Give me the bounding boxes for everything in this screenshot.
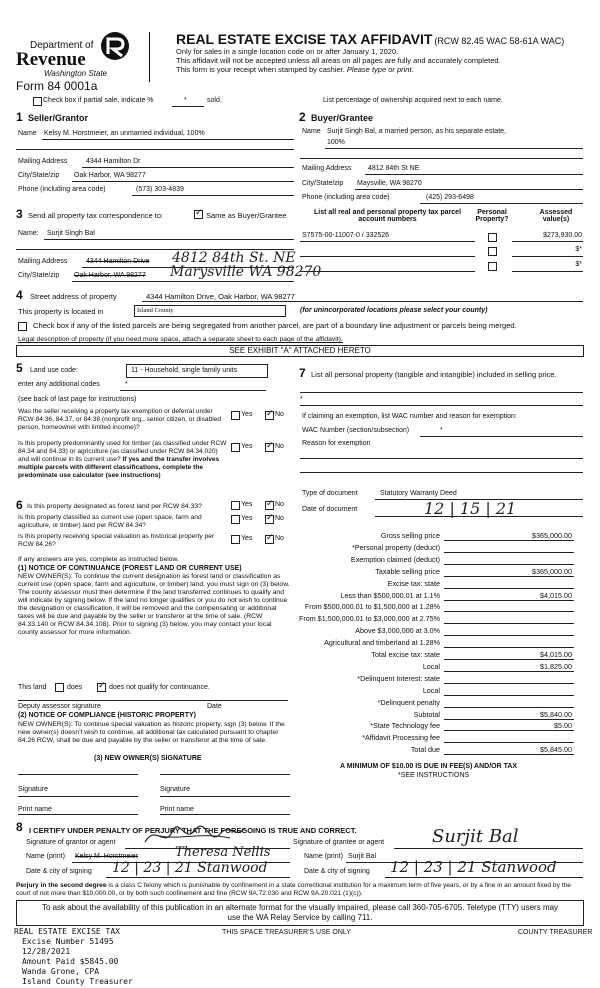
owner-signature-label-1: Signature [18, 786, 48, 793]
tax-row-line [444, 742, 574, 743]
land-use-question-2-text: Is this property predominantly used for timber (as classified under RCW 84.34 and 84.33) or agriculture (as classified under RCW 84.34.020) and will continue in its current use? [18, 440, 227, 463]
header-sub3-row [176, 65, 414, 74]
correspondence-heading: Send all property tax correspondence to: [28, 211, 164, 220]
parcel-2-personal-checkbox[interactable] [488, 247, 497, 256]
land-use-value: 11 - Household, single family units [131, 367, 238, 374]
section-6-number: 6 [16, 498, 23, 512]
tax-row-label: Total excise tax: state [371, 650, 440, 659]
forest-q2-yes-label: Yes [241, 515, 253, 522]
deputy-date-label: Date [207, 703, 222, 710]
parcel-header-numbers: List all real and personal property tax parcel account numbers [313, 209, 462, 223]
tax-row-line [444, 623, 574, 624]
land-use-question-1: Was the seller receiving a property tax exemption or deferral under RCW 84.36, 84.37, or 84.38 (nonprofit org., senior citizen, or disabled person, homeowner with limited income)? [18, 408, 222, 431]
ownership-note: List percentage of ownership acquired next to each name. [323, 97, 503, 104]
forest-q3-no-label: No [275, 535, 284, 542]
parcel-number-3-line[interactable] [300, 271, 475, 272]
header-sub2: This affidavit will not be accepted unless all areas on all pages are fully and accurately completed. [176, 56, 501, 65]
section-7-number: 7 [299, 366, 306, 380]
grantee-name[interactable]: Surjit Bal [348, 853, 377, 860]
legal-label: Legal description of property (if you need more space, attach a separate sheet to each page of the affidavit). [18, 336, 343, 343]
alt-format-box [16, 900, 584, 926]
county-select[interactable] [134, 305, 286, 317]
correspondence-mailing-handwritten[interactable]: 4812 84th St. NE [172, 250, 296, 266]
header-divider [149, 32, 150, 82]
dept-line2: Revenue [16, 49, 86, 70]
segregated-checkbox[interactable] [18, 322, 27, 331]
tax-row-label: *Affidavit Processing fee [362, 733, 440, 743]
tax-row-value[interactable]: $365,000.00 [532, 566, 572, 576]
notice-2-title: (2) NOTICE OF COMPLIANCE (HISTORIC PROPERTY) [18, 712, 196, 719]
tax-row-label: Excise tax: state [387, 578, 440, 588]
form-title-row [176, 31, 564, 47]
seller-name[interactable]: Kelsy M. Horstmeier, an unmarried individual, 100% [44, 130, 205, 137]
seller-phone[interactable]: (573) 303-4839 [136, 186, 184, 193]
forest-q3-no-checkbox[interactable] [265, 535, 274, 544]
q1-no-label: No [275, 411, 284, 418]
tax-row-line [444, 671, 574, 672]
tax-row-line [444, 635, 574, 636]
form-number: Form 84 0001a [16, 79, 98, 93]
forest-question-2: Is this property classified as current use (open space, farm and agriculture, or timber) land per RCW 84.34? [18, 514, 202, 529]
notice-2-body: NEW OWNER(S): To continue special valuation as historic property, sign (3) below. If the new owner(s) doesn't wish to continue, all additional tax calculated pursuant to chapter 84.26 RCW, shall be due and payable by the seller or transferor at the time of sale. [18, 721, 285, 744]
section-5-number: 5 [16, 361, 23, 375]
tax-row-label: Local [422, 685, 440, 695]
see-instructions: *SEE INSTRUCTIONS [398, 772, 470, 779]
tax-row-line [444, 659, 574, 660]
parcel-1-personal-checkbox[interactable] [488, 233, 497, 242]
reason-label: Reason for exemption [302, 440, 371, 447]
seller-name-label: Name [18, 130, 37, 137]
stamp-line: 12/28/2021 [22, 947, 71, 956]
tax-row-line [444, 647, 574, 648]
tax-row-value[interactable]: $5,845.00 [540, 745, 572, 755]
owner-print-name-label-2: Print name [160, 806, 194, 813]
legal-description: SEE EXHIBIT "A" ATTACHED HERETO [229, 346, 371, 355]
parcel-value-3[interactable]: $* [575, 261, 582, 268]
tax-row-line [444, 707, 574, 708]
document-type-label: Type of document [302, 490, 358, 497]
buyer-name-line2[interactable]: 100% [327, 139, 345, 146]
notice-1-body: NEW OWNER(S): To continue the current designation as forest land or classification as current use (open space, farm and agriculture, or timber) land, you must sign on (3) below. The county assessor must then determine if the land transferred continues to qualify and will indicate by signing below. If the land no longer qualifies or you do not wish to continue the designation or classification, it will be removed and the compensating or additional taxes will be due and payable by the seller or transferor at the time of sale. (RCW 84.33.140 or RCW 84.34.108). Prior to signing (3) below, you may contact your local county assessor for more information. [18, 573, 290, 636]
grantor-signature-label: Signature of grantor or agent [26, 839, 116, 846]
q2-no-checkbox[interactable] [265, 443, 274, 452]
perjury-bold: Perjury in the second degree [16, 882, 107, 889]
land-use-question-2 [18, 440, 230, 480]
dor-logo-icon [100, 30, 130, 62]
tax-row-label: *State Technology fee [370, 721, 440, 731]
same-as-buyer-checkbox[interactable] [194, 210, 203, 219]
q1-no-checkbox[interactable] [265, 411, 274, 420]
correspondence-mailing-label: Mailing Address [18, 258, 68, 265]
tax-row-value[interactable]: $1,825.00 [540, 661, 572, 671]
partial-sale-value[interactable]: * [184, 97, 187, 104]
dept-line1: Department of [30, 40, 94, 51]
parcel-header-assessed: Assessed value(s) [539, 209, 573, 223]
alt-format-text: To ask about the availability of this publication in an alternate format for the visually impaired, please call 360-705-6705. Teletype (TTY) users may use the WA Relay Service by calling 711. [41, 903, 559, 922]
tax-row-value[interactable]: $365,000.00 [532, 531, 572, 540]
tax-row-line [444, 552, 574, 553]
forest-question-1: Is this property designated as forest land per RCW 84.33? [27, 503, 202, 510]
header-sub3: This form is your receipt when stamped by cashier. [176, 65, 345, 74]
perjury-text: is a class C felony which is punishable by confinement in a state correctional institution for a maximum term of five years, or by a fine in an amount fixed by the court of not more than $10,000.00, or by both such confinement and fine (RCW 9A.72.030 and RCW 9A.20.021 (1)(c)). [16, 882, 571, 897]
see-back-label: (see back of last page for instructions) [18, 396, 137, 403]
tax-row-value[interactable]: $4,015.00 [540, 590, 572, 600]
form-title: REAL ESTATE EXCISE TAX AFFIDAVIT [176, 31, 433, 47]
tax-row-label: *Delinquent Interest: state [357, 673, 440, 683]
grantor-name-struck: Kelsy M. Horstmeier [75, 853, 139, 860]
tax-row-line [444, 564, 574, 565]
tax-row-line [444, 719, 574, 720]
seller-mailing-label: Mailing Address [18, 158, 68, 165]
exemption-label: If claiming an exemption, list WAC number and reason for exemption: [302, 413, 517, 420]
certify-text: I CERTIFY UNDER PENALTY OF PERJURY THAT THE FOREGOING IS TRUE AND CORRECT. [29, 826, 357, 835]
section-2-number: 2 [299, 110, 306, 124]
seller-heading: Seller/Grantor [28, 113, 89, 123]
buyer-mailing-label: Mailing Address [302, 165, 352, 172]
parcel-value-2[interactable]: $* [575, 246, 582, 253]
forest-q2-no-checkbox[interactable] [265, 515, 274, 524]
forest-q3-yes-checkbox[interactable] [231, 535, 240, 544]
minimum-notice: A MINIMUM OF $10.00 IS DUE IN FEE(S) AND/OR TAX [340, 763, 518, 770]
stamp-line: REAL ESTATE EXCISE TAX [14, 927, 120, 936]
buyer-phone[interactable]: (425) 293-6498 [426, 194, 474, 201]
q2-yes-label: Yes [241, 443, 253, 450]
correspondence-mailing-struck: 4344 Hamilton Drive [86, 258, 150, 265]
tax-row-value[interactable]: $4,015.00 [540, 650, 572, 659]
section-4-number: 4 [16, 288, 23, 302]
grantee-name-label: Name (print) [304, 853, 343, 860]
seller-phone-label: Phone (including area code) [18, 186, 106, 193]
correspondence-name-label: Name: [18, 230, 39, 237]
parcel-number-1[interactable]: S7575-00-11007-0 / 332526 [302, 232, 390, 239]
parcel-header-personal: Personal Property? [475, 209, 509, 223]
tax-row-label: Taxable selling price [375, 566, 440, 576]
tax-row-line [444, 611, 574, 612]
forest-q1-yes-label: Yes [241, 501, 253, 508]
street-label: Street address of property [30, 292, 117, 301]
forest-q1-no-checkbox[interactable] [265, 501, 274, 510]
forest-q2-no-label: No [275, 515, 284, 522]
grantor-date-city-handwritten[interactable]: 12 | 23 | 21 Stanwood [112, 860, 268, 876]
tax-row-label: From $1,500,000.01 to $3,000,000 at 2.75% [298, 614, 440, 624]
stamp-line: Excise Number 51495 [22, 937, 114, 946]
buyer-heading: Buyer/Grantee [311, 113, 374, 123]
section-3-number: 3 [16, 207, 23, 221]
segregated-label: Check box if any of the listed parcels are being segregated from another parcel, are part of a boundary line adjustment or parcels being merged. [33, 321, 517, 330]
tax-row-label: From $500,000.01 to $1,500,000 at 1.28% [304, 602, 440, 612]
parcel-3-personal-checkbox[interactable] [488, 262, 497, 271]
seller-city[interactable]: Oak Harbor, WA 98277 [74, 172, 146, 179]
buyer-name[interactable]: Surjit Singh Bal, a married person, as his separate estate, [327, 128, 506, 135]
forest-q2-yes-checkbox[interactable] [231, 515, 240, 524]
land-use-label: Land use code: [30, 367, 78, 374]
seller-mailing[interactable]: 4344 Hamilton Dr [86, 158, 141, 165]
forest-q1-yes-checkbox[interactable] [231, 501, 240, 510]
tax-row-line [444, 683, 574, 684]
wac-label: WAC Number (section/subsection) [302, 427, 410, 434]
section-1-number: 1 [16, 110, 23, 124]
land-use-question-2-bold: If yes and the transfer involves multiple parcels with different classifications, complete the predominate use calculator (see instructions) [18, 456, 220, 479]
stamp-line: Amount Paid $5845.00 [22, 957, 119, 966]
grantor-name-label: Name (print) [26, 853, 65, 860]
land-does-not-checkbox[interactable] [97, 683, 106, 692]
correspondence-name[interactable]: Surjit Singh Bal [47, 230, 95, 237]
tax-row-label: Above $3,000,000 at 3.0% [355, 626, 440, 636]
owner-signature-label-2: Signature [160, 786, 190, 793]
correspondence-city-struck: Oak Harbor, WA 98277 [74, 272, 146, 279]
correspondence-city-label: City/State/zip [18, 272, 60, 279]
document-date-handwritten[interactable]: 12 | 15 | 21 [424, 499, 517, 518]
grantor-date-city-label: Date & city of signing [26, 868, 92, 875]
tax-row-label: Agricultural and timberland at 1.28% [324, 638, 440, 648]
wac-value[interactable]: * [440, 427, 443, 434]
land-does-not-label: does not qualify for continuance. [109, 684, 210, 691]
grantee-date-city-label: Date & city of signing [304, 868, 370, 875]
buyer-city[interactable]: Maysville, WA 98270 [357, 180, 422, 187]
tax-row-line [444, 588, 574, 589]
forest-q1-no-label: No [275, 501, 284, 508]
grantee-signature-label: Signature of grantee or agent [293, 839, 385, 846]
section-8-number: 8 [16, 820, 23, 834]
deputy-signature-label: Deputy assessor signature [18, 703, 101, 710]
land-does-checkbox[interactable] [55, 683, 64, 692]
legal-description-box[interactable] [16, 345, 584, 357]
partial-sale-label: Check box if partial sale, indicate % [43, 97, 154, 104]
personal-property-text: List all personal property (tangible and intangible) included in selling price. [311, 370, 557, 379]
stamp-line: Island County Treasurer [22, 977, 133, 986]
stamp-line: Wanda Grone, CPA [22, 967, 100, 976]
tax-row-line [444, 754, 574, 755]
buyer-city-label: City/State/zip [302, 180, 344, 187]
forest-q3-yes-label: Yes [241, 535, 253, 542]
owner-print-name-label-1: Print name [18, 806, 52, 813]
forest-question-3: Is this property receiving special valuation as historical property per RCW 84.26? [18, 533, 215, 548]
q1-yes-label: Yes [241, 411, 253, 418]
tax-row-line [444, 695, 574, 696]
tax-row-label: *Delinquent penalty [377, 697, 440, 707]
perjury-notice [16, 882, 584, 898]
parcel-number-2-line[interactable] [300, 256, 475, 257]
forest-if-yes: If any answers are yes, complete as instructed below. [18, 556, 179, 563]
partial-sale-checkbox[interactable] [33, 97, 42, 106]
tax-row-line [444, 576, 574, 577]
grantor-name-handwritten[interactable]: Theresa Nellis [175, 845, 271, 860]
tax-row-value[interactable]: $5,840.00 [540, 709, 572, 719]
additional-codes-label: enter any additional codes [18, 381, 100, 388]
buyer-name-label: Name [302, 128, 321, 135]
additional-codes-value[interactable]: * [125, 381, 128, 388]
document-date-label: Date of document [302, 506, 358, 513]
treasurer-use-label: THIS SPACE TREASURER'S USE ONLY [222, 929, 351, 936]
notice-1-title: (1) NOTICE OF CONTINUANCE (FOREST LAND OR CURRENT USE) [18, 565, 242, 572]
county-value: Island County [137, 307, 174, 314]
tax-row-line [444, 600, 574, 601]
grantee-date-city-handwritten[interactable]: 12 | 23 | 21 Stanwood [390, 858, 557, 876]
q2-yes-checkbox[interactable] [231, 443, 240, 452]
q1-yes-checkbox[interactable] [231, 411, 240, 420]
partial-sale-suffix: sold. [207, 97, 222, 104]
land-label: This land [18, 684, 47, 691]
header-sub3-emphasis: Please type or print. [346, 65, 414, 74]
tax-row-value[interactable]: $5.00 [554, 721, 572, 731]
tax-row-label: Subtotal [413, 709, 440, 719]
tax-row-label: Total due [410, 745, 440, 755]
county-treasurer-label: COUNTY TREASURER [518, 929, 593, 936]
land-use-select[interactable] [126, 364, 268, 378]
personal-property-value[interactable]: * [300, 396, 303, 403]
located-label: This property is located in [18, 307, 104, 316]
notice-3-title: (3) NEW OWNER(S) SIGNATURE [94, 755, 202, 762]
document-type-value[interactable]: Statutory Warranty Deed [380, 490, 457, 497]
county-note: (for unincorporated locations please select your county) [300, 307, 488, 314]
header-sub1: Only for sales in a single location code on or after January 1, 2020. [176, 47, 399, 56]
dept-line3: Washington State [44, 69, 108, 78]
tax-row-label: Exemption claimed (deduct) [350, 554, 440, 564]
q2-no-label: No [275, 443, 284, 450]
correspondence-city-handwritten[interactable]: Marysville WA 98270 [170, 264, 322, 280]
land-does-label: does [67, 684, 83, 691]
tax-row-label: Local [422, 661, 440, 671]
tax-row-line [444, 540, 574, 541]
seller-city-label: City/State/zip [18, 172, 60, 179]
form-citation: (RCW 82.45 WAC 58-61A WAC) [434, 36, 565, 46]
same-as-buyer-label: Same as Buyer/Grantee [206, 211, 287, 220]
tax-row-label: Gross selling price [380, 531, 440, 540]
grantee-signature-handwritten[interactable]: Surjit Bal [432, 826, 519, 847]
street-address[interactable]: 4344 Hamilton Drive, Oak Harbor, WA 98277 [146, 292, 295, 301]
buyer-mailing[interactable]: 4812 84th St NE [368, 165, 420, 172]
tax-row-line [444, 730, 574, 731]
buyer-phone-label: Phone (including area code) [302, 194, 390, 201]
tax-row-label: *Personal property (deduct) [352, 542, 440, 552]
tax-row-label: Less than $500,000.01 at 1.1% [340, 590, 440, 600]
parcel-value-1[interactable]: $273,930.00 [543, 232, 582, 239]
